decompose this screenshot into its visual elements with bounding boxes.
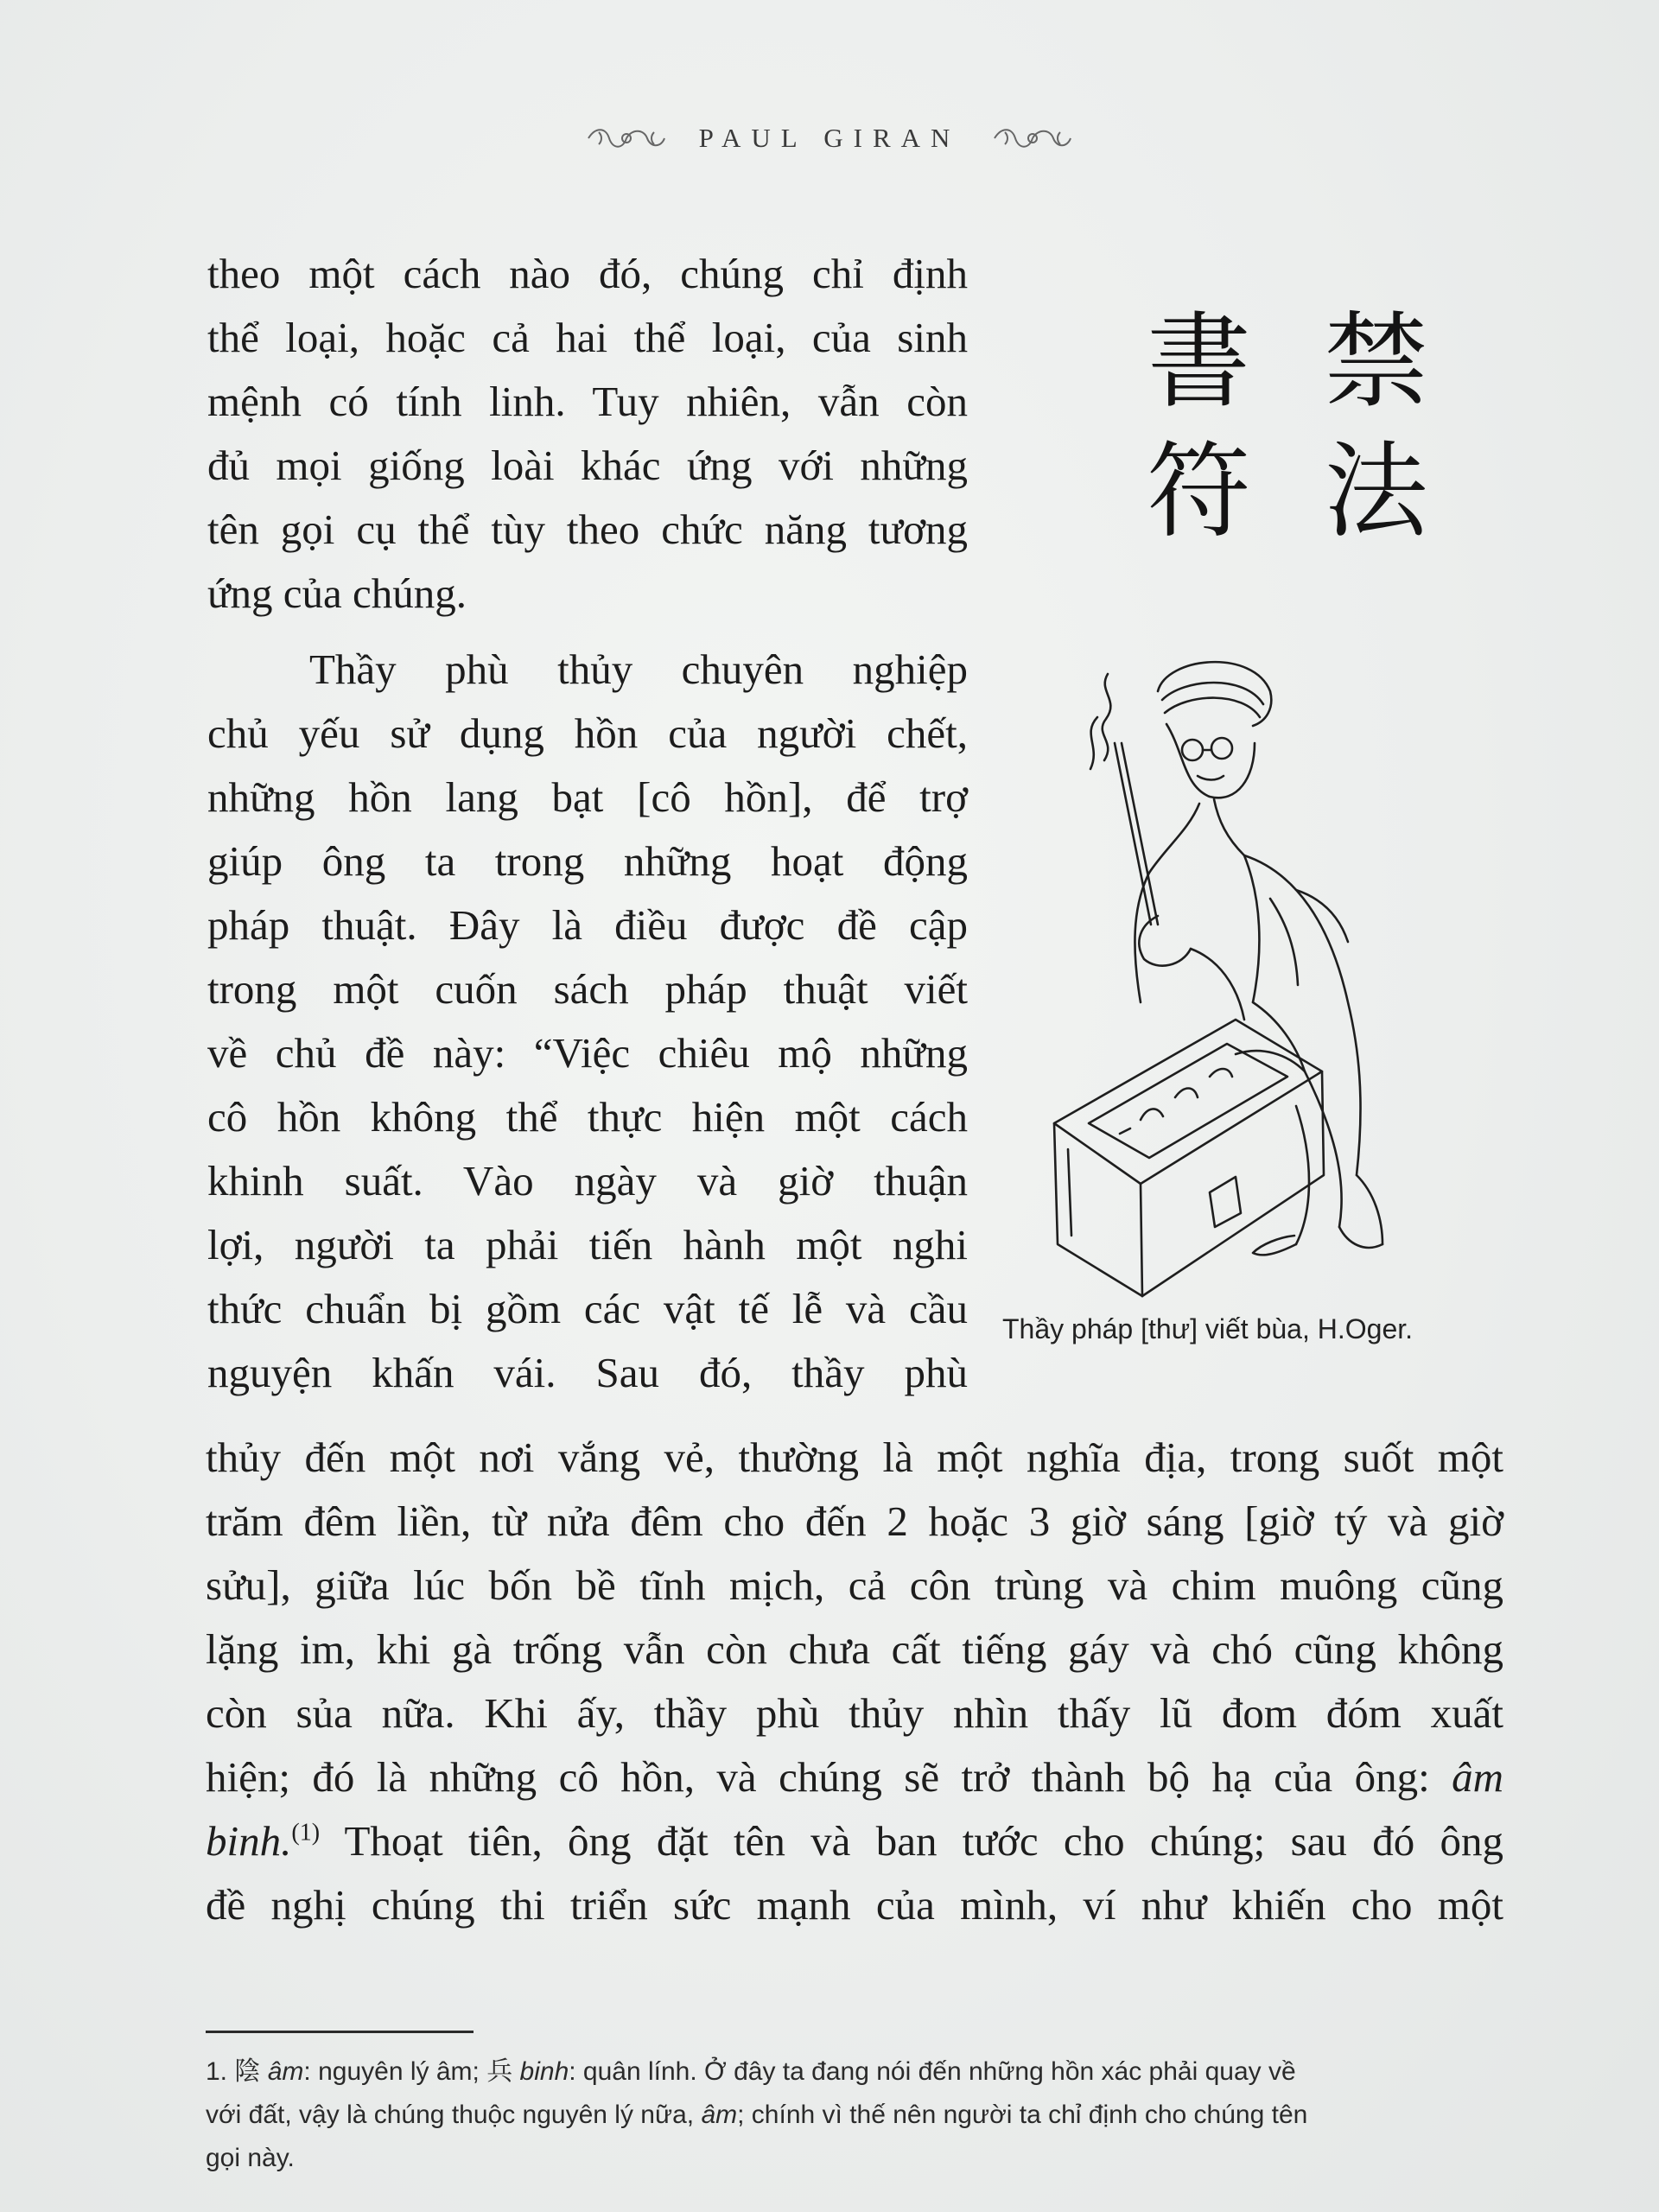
paragraph-2 (207, 638, 968, 1405)
footnote-term: âm (267, 2057, 304, 2086)
text-line: những hồn lang bạt [cô hồn], để trợ (207, 773, 968, 821)
text-line: trong một cuốn sách pháp thuật viết (207, 965, 968, 1013)
italic-term-am: âm (1452, 1753, 1503, 1801)
paragraph-2-continued (206, 1426, 1503, 1937)
text-line: khinh suất. Vào ngày và giờ thuận (207, 1157, 968, 1205)
text-line: ứng của chúng. (207, 569, 467, 617)
text-line: về chủ đề này: “Việc chiêu mộ những (207, 1029, 968, 1077)
text-line: sửu], giữa lúc bốn bề tĩnh mịch, cả côn trùng và chim muông cũng (206, 1561, 1503, 1609)
text-line: giúp ông ta trong những hoạt động (207, 837, 968, 885)
calligraphy-character: 書 (1147, 302, 1251, 423)
text-line: theo một cách nào đó, chúng chỉ định (207, 250, 968, 297)
sorcerer-illustration (1037, 639, 1469, 1313)
text-line: thể loại, hoặc cả hai thể loại, của sinh (207, 314, 968, 361)
text-line: lặng im, khi gà trống vẫn còn chưa cất tiếng gáy và chó cũng không (206, 1625, 1503, 1673)
text-line-with-footnote (206, 1809, 1503, 1873)
running-header (0, 123, 1659, 154)
footnote-reference[interactable]: (1) (291, 1819, 321, 1847)
italic-term-binh: binh. (206, 1817, 292, 1865)
footnote-number: 1. (206, 2057, 228, 2086)
text-line: mệnh có tính linh. Tuy nhiên, vẫn còn (207, 378, 968, 425)
calligraphy-character: 符 (1147, 432, 1251, 552)
running-header-author: PAUL GIRAN (698, 123, 961, 153)
text-line: chủ yếu sử dụng hồn của người chết, (207, 709, 968, 757)
text-line: thủy đến một nơi vắng vẻ, thường là một nghĩa địa, trong suốt một (206, 1433, 1503, 1481)
footnote-line: gọi này. (206, 2144, 295, 2172)
text-line-with-italic (206, 1745, 1503, 1809)
text-line: Thầy phù thủy chuyên nghiệp (309, 645, 968, 693)
footnote-divider (206, 2031, 474, 2033)
footnote-text: ; chính vì thế nên người ta chỉ định cho chúng tên (737, 2101, 1308, 2129)
paragraph-1 (207, 242, 968, 626)
footnote-glyph: 陰 (234, 2057, 261, 2086)
text-line: còn sủa nữa. Khi ấy, thầy phù thủy nhìn thấy lũ đom đóm xuất (206, 1689, 1503, 1737)
left-ornament-icon (583, 124, 670, 153)
text-segment: Thoạt tiên, ông đặt tên và ban tước cho chúng; sau đó ông (320, 1817, 1503, 1865)
footnote-line (206, 2050, 1493, 2094)
calligraphy-character: 禁 (1324, 302, 1428, 423)
text-line: đủ mọi giống loài khác ứng với những (207, 442, 968, 489)
footnote-term: âm (701, 2101, 738, 2129)
calligraphy-character: 法 (1324, 432, 1428, 552)
text-line: trăm đêm liền, từ nửa đêm cho đến 2 hoặc 3 giờ sáng [giờ tý và giờ (206, 1497, 1503, 1545)
footnote (206, 2050, 1493, 2180)
footnote-text: : nguyên lý âm; (303, 2057, 487, 2086)
text-line: lợi, người ta phải tiến hành một nghi (207, 1221, 968, 1268)
illustration-caption: Thầy pháp [thư] viết bùa, H.Oger. (1002, 1313, 1414, 1344)
text-line: nguyện khấn vái. Sau đó, thầy phù (207, 1349, 968, 1396)
text-line: thức chuẩn bị gồm các vật tế lễ và cầu (207, 1285, 968, 1332)
footnote-text: với đất, vậy là chúng thuộc nguyên lý nữa, (206, 2101, 702, 2129)
text-segment: hiện; đó là những cô hồn, và chúng sẽ trở thành bộ hạ của ông: (206, 1753, 1430, 1801)
text-line: tên gọi cụ thể tùy theo chức năng tương (207, 505, 968, 553)
text-line: pháp thuật. Đây là điều được đề cập (207, 901, 968, 949)
footnote-glyph: 兵 (486, 2057, 513, 2086)
calligraphy-block (1110, 298, 1465, 557)
footnote-line (206, 2094, 1493, 2137)
text-line: cô hồn không thể thực hiện một cách (207, 1093, 968, 1141)
footnote-term: binh (519, 2057, 569, 2086)
right-ornament-icon (989, 124, 1076, 153)
text-line: đề nghị chúng thi triển sức mạnh của mình, ví như khiến cho một (206, 1881, 1503, 1929)
footnote-text: : quân lính. Ở đây ta đang nói đến những hồn xác phải quay về (569, 2057, 1296, 2086)
